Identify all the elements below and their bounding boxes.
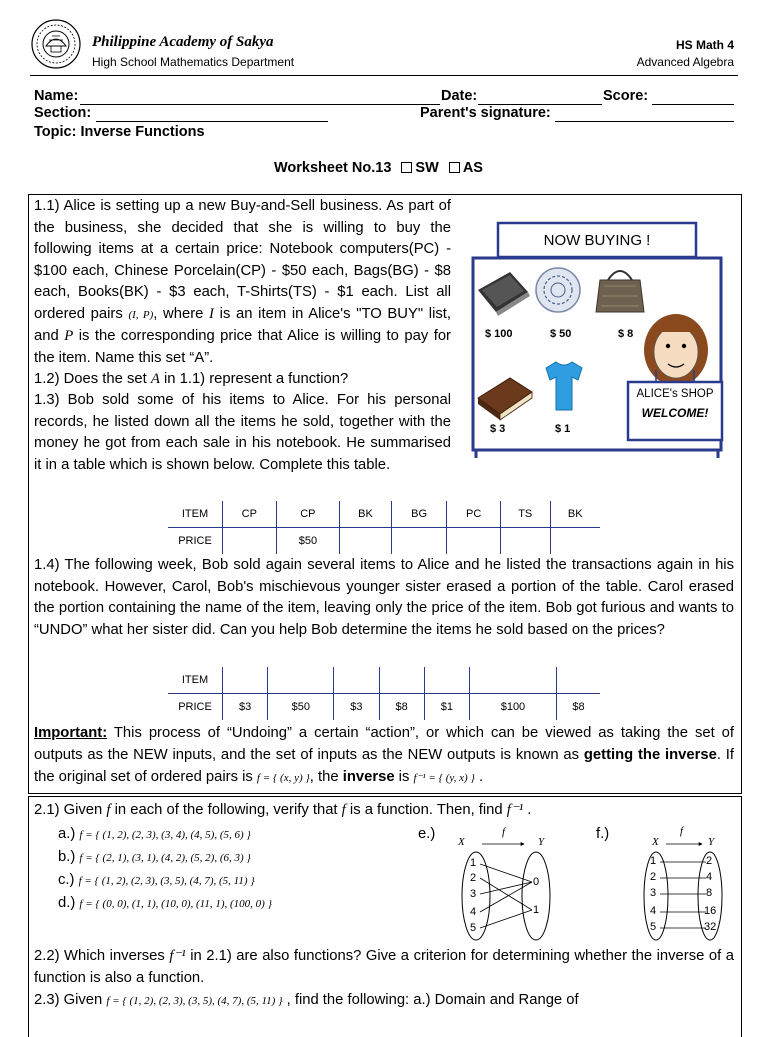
table-cell [334,667,379,694]
table-cell [469,667,556,694]
table-cell: $1 [424,694,469,721]
q12-text-1: 1.2) Does the set [34,371,147,387]
table-cell: CP [223,501,277,528]
table-cell: CP [276,501,340,528]
important-text-2: . If the original set of ordered pairs is [34,747,734,785]
table-cell [447,528,501,555]
q21-intro-1: 2.1) Given [34,802,103,818]
e-domain-5: 5 [470,922,477,934]
e-range-0: 0 [533,876,540,888]
table-cell: BG [391,501,447,528]
q21-item-b [58,847,251,870]
important-note [34,722,734,789]
item-expr: f = { (1, 2), (2, 3), (3, 5), (4, 7), (5, 11) } [78,875,255,887]
table-cell: BK [340,501,392,528]
item-expr: f = { (1, 2), (2, 3), (3, 4), (4, 5), (5, 6) } [79,829,251,841]
table-cell [223,667,268,694]
table-header-item: ITEM [168,501,223,528]
q11-pair: (I, P) [128,308,154,321]
table-cell: $50 [276,528,340,555]
f-y-label: Y [708,836,715,848]
price-porcelain: $ 50 [550,328,572,340]
f-range-3: 8 [706,887,713,899]
worksheet-title [274,160,483,176]
table-row [168,694,600,721]
topic-label: Topic: Inverse Functions [34,124,205,140]
q21-item-c [58,870,255,893]
q11-I: I [209,305,214,322]
q11-text-3: is an item in Alice's "TO BUY" list, and [34,305,451,344]
sales-table-1 [168,501,600,554]
section-line [96,121,328,122]
q23-text-1: 2.3) Given [34,992,103,1008]
important-f: f = { (x, y) } [256,772,310,784]
table-cell [268,667,334,694]
table-cell [391,528,447,555]
f-range-5: 32 [704,921,717,933]
f-domain-3: 3 [650,887,657,899]
table-cell [223,528,277,555]
shop-sign-welcome: WELCOME! [641,406,709,420]
q23-text-2: , find the following: a.) Domain and Range of [286,992,579,1008]
e-domain-2: 2 [470,872,477,884]
subject-name: Advanced Algebra [636,55,734,69]
f-domain-5: 5 [650,921,657,933]
parent-signature-line [555,121,734,122]
porcelain-plate-icon [536,268,580,312]
table-cell: TS [500,501,550,528]
q22-text-2: in 2.1) are also functions? Give a criterion for determining whether the inverse of a function is also a function. [34,948,734,986]
question-2-2 [34,946,734,989]
q11-P: P [64,328,74,344]
important-bold-2: inverse [342,769,395,785]
e-x-label: X [458,836,465,848]
item-expr: f = { (0, 0), (1, 1), (10, 0), (11, 1), (100, 0) } [79,898,272,910]
table-cell [379,667,424,694]
header-divider [30,75,738,76]
table-header-item: ITEM [168,667,223,694]
mapping-diagram-e [440,822,570,944]
item-label: b.) [58,849,76,865]
important-bold-1: getting the inverse [583,747,717,763]
important-text-4: is [398,769,410,785]
q22-finv: f⁻¹ [169,948,186,964]
important-label: Important: [34,725,108,741]
table-cell: BK [567,508,583,520]
important-end: . [478,769,484,785]
shop-illustration [470,220,728,460]
q21-f-2: f [341,802,346,818]
worksheet-number: Worksheet No.13 [274,160,392,176]
f-f-label: f [680,825,684,837]
f-domain-2: 2 [650,871,657,883]
as-checkbox[interactable] [449,162,460,173]
item-label: a.) [58,826,76,842]
shop-sign-name: ALICE's SHOP [636,388,714,400]
sw-label: SW [415,160,439,176]
table-cell: $3 [334,694,379,721]
mapping-diagram-f [630,822,730,944]
name-field [34,88,78,104]
school-seal-logo [30,18,82,70]
q11-text-2: , where [153,305,204,322]
table-row [168,501,600,528]
question-1-2 [34,369,451,391]
q11-text-4: is the corresponding price that Alice is willing to pay for the item. Name this set “A”. [34,328,451,366]
sw-checkbox[interactable] [401,162,412,173]
q12-A: A [150,371,160,387]
f-x-label: X [652,836,659,848]
name-line [80,104,440,105]
table-row [168,667,600,694]
q21-f: f [106,802,111,818]
table-header-price: PRICE [168,528,223,555]
e-domain-1: 1 [470,857,477,869]
table-cell: $8 [556,694,600,721]
date-label: Date: [441,88,478,104]
name-label: Name: [34,88,79,104]
table-cell [556,667,600,694]
q22-text-1: 2.2) Which inverses [34,948,165,964]
e-y-label: Y [538,836,545,848]
table-row [168,528,600,555]
price-tshirt: $ 1 [555,423,571,435]
q12-text-2: in 1.1) represent a function? [163,371,349,387]
q21-end: . [527,802,532,818]
f-range-2: 4 [706,871,713,883]
e-range-1: 1 [533,904,540,916]
f-domain-4: 4 [650,905,657,917]
table-cell: $100 [469,694,556,721]
q21-f-label: f.) [596,826,610,842]
price-book: $ 3 [490,423,506,435]
score-label: Score: [603,88,649,104]
q21-intro-2: in each of the following, verify that [114,802,338,818]
table-cell [340,528,392,555]
e-domain-3: 3 [470,888,477,900]
shopkeeper-girl-icon [644,314,708,386]
q11-text-1: 1.1) Alice is setting up a new Buy-and-Sell business. As part of the business, she decided that she is willing to buy the following items at a certain price: Notebook computers(PC) - $100 each, Chinese Porcelain(CP) - $50 each, Bags(BG) - $8 each, Books(BK) - $3 each, T-Shirts(TS) - $1 each. List all ordered pairs [34,198,451,322]
table-cell [500,528,550,555]
item-label: d.) [58,895,76,911]
now-buying-banner: NOW BUYING ! [543,232,651,249]
price-bag: $ 8 [618,328,634,340]
question-2-3 [34,990,734,1013]
e-f-label: f [502,826,506,838]
table-cell [550,528,600,555]
sales-table-2 [168,667,600,720]
important-finv: f⁻¹ = { (y, x) } [413,772,475,784]
f-range-1: 2 [706,855,713,867]
f-range-4: 16 [704,905,717,917]
school-name: Philippine Academy of Sakya [92,34,274,50]
q21-intro-3: is a function. Then, find [349,802,503,818]
department-name: High School Mathematics Department [92,55,295,69]
table-cell [424,667,469,694]
course-name: HS Math 4 [675,38,734,52]
q21-e-label: e.) [418,826,436,842]
q23-expr: f = { (1, 2), (2, 3), (3, 5), (4, 7), (5, 11) } [106,995,283,1007]
question-1-4: 1.4) The following week, Bob sold again several items to Alice and he listed the transactions again in his notebook. However, Carol, Bob's mischievous younger sister erased a portion of the table. Carol erased the portion containing the name of the item, leaving only the price of the item. Bob got furious and wants to “UNDO” what her sister did. Can you help Bob determine the items he sold based on the prices? [34,557,734,638]
question-1-1 [34,196,451,369]
q21-item-d [58,893,272,916]
question-1-3: 1.3) Bob sold some of his items to Alice. For his personal records, he listed down all the items he sold, together with the money he got from each sale in his notebook. He summarised it in a table which is shown below. Complete this table. [34,392,451,473]
item-expr: f = { (2, 1), (3, 1), (4, 2), (5, 2), (6, 3) } [79,852,251,864]
table-cell: $50 [268,694,334,721]
price-laptop: $ 100 [485,328,513,340]
section-label: Section: [34,105,92,121]
important-text-3: , the [309,769,339,785]
e-domain-4: 4 [470,906,477,918]
table-header-price: PRICE [168,694,223,721]
table-cell: PC [447,501,501,528]
question-2-1 [34,800,734,822]
table-cell: $3 [223,694,268,721]
table-cell: $8 [379,694,424,721]
item-label: c.) [58,872,75,888]
f-domain-1: 1 [650,855,657,867]
important-text-1: This process of “Undoing” a certain “action”, or which can be viewed as taking the set of outputs as the NEW inputs, and the set of inputs as the NEW outputs is known as [34,725,735,763]
as-label: AS [462,160,483,176]
q21-item-a [58,824,251,847]
q21-finv: f⁻¹ [506,802,524,818]
score-line [652,104,734,105]
parent-signature-label: Parent's signature: [420,105,551,121]
